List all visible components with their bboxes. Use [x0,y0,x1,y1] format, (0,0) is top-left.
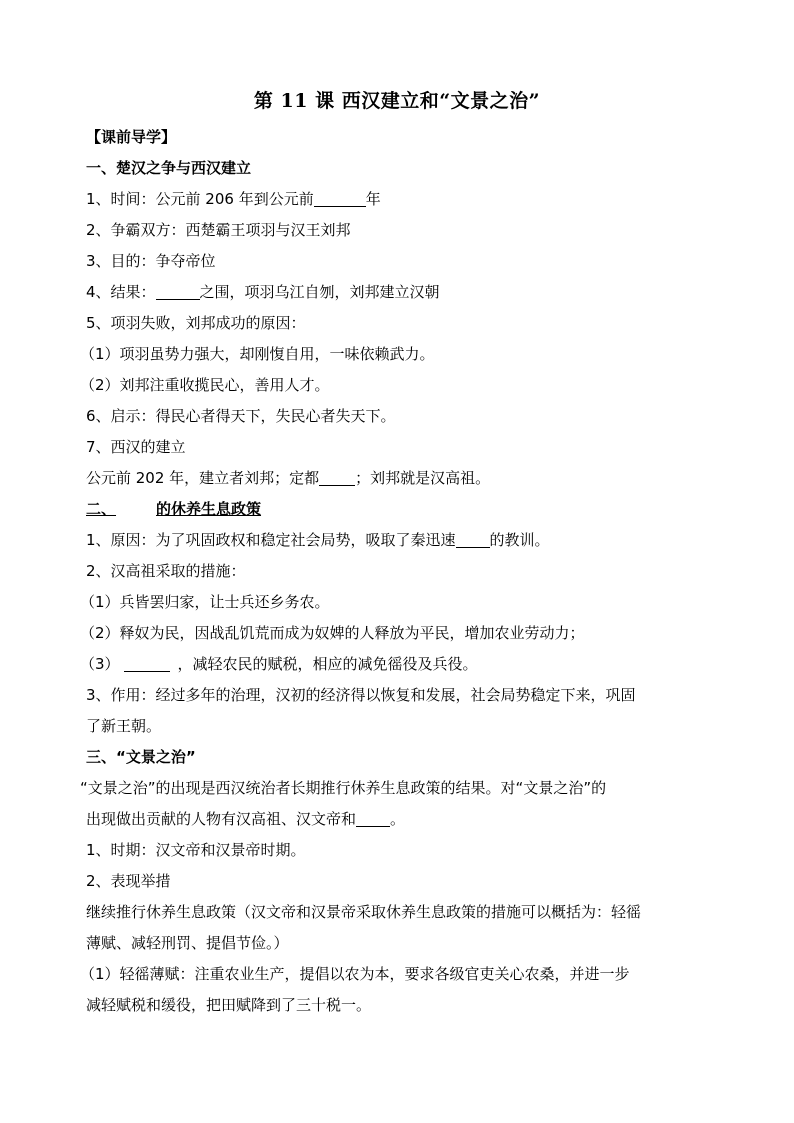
section-3-heading: 三、“文景之治” [86,748,196,766]
s1-line-7-detail: 公元前 202 年，建立者刘邦；定都 ；刘邦就是汉高祖。 [86,469,491,487]
s1-line-4: 4、结果： 之围，项羽乌江自刎，刘邦建立汉朝 [86,283,440,301]
fill-blank[interactable] [156,281,200,300]
fill-blank[interactable] [319,467,355,486]
s3-line-2-para-a: 继续推行休养生息政策（汉文帝和汉景帝采取休养生息政策的措施可以概括为：轻徭 [86,903,642,921]
s3-line-2-1a: （1）轻徭薄赋：注重农业生产，提倡以农为本，要求各级官吏关心农桑，并进一步 [80,965,630,983]
s3-line-2: 2、表现举措 [86,872,171,890]
s2-line-2-3: （3） ，减轻农民的赋税，相应的减免徭役及兵役。 [80,655,478,673]
s2-line-1: 1、原因：为了巩固政权和稳定社会局势，吸取了秦迅速 的教训。 [86,531,550,549]
guide-heading: 【课前导学】 [86,128,177,146]
s1-line-6: 6、启示：得民心者得天下，失民心者失天下。 [86,407,396,425]
fill-blank[interactable] [124,653,170,672]
s1-line-7: 7、西汉的建立 [86,438,186,456]
s3-line-1: 1、时期：汉文帝和汉景帝时期。 [86,841,306,859]
s3-intro-b: 出现做出贡献的人物有汉高祖、汉文帝和 。 [86,810,406,828]
s2-line-2-1: （1）兵皆罢归家，让士兵还乡务农。 [80,593,330,611]
section-1-heading: 一、楚汉之争与西汉建立 [86,159,252,177]
s3-intro-a: “文景之治”的出现是西汉统治者长期推行休养生息政策的结果。对“文景之治”的 [80,779,607,797]
s1-line-5-1: （1）项羽虽势力强大，却刚愎自用，一味依赖武力。 [80,345,435,363]
s2-line-3b: 了新王朝。 [86,717,162,735]
s2-line-3a: 3、作用：经过多年的治理，汉初的经济得以恢复和发展，社会局势稳定下来，巩固 [86,686,636,704]
s1-line-3: 3、目的：争夺帝位 [86,252,216,270]
s1-line-2: 2、争霸双方：西楚霸王项羽与汉王刘邦 [86,221,351,239]
s2-line-2-2: （2）释奴为民，因战乱饥荒而成为奴婢的人释放为平民，增加农业劳动力； [80,624,585,642]
lesson-title: 第 11 课 西汉建立和“文景之治” [253,90,541,112]
s3-line-2-1b: 减轻赋税和缓役，把田赋降到了三十税一。 [86,996,372,1014]
s1-line-5: 5、项羽失败，刘邦成功的原因： [86,314,306,332]
fill-blank[interactable] [356,808,390,827]
section-2-heading: 二、 的休养生息政策 [86,500,262,518]
fill-blank[interactable] [456,529,490,548]
content-body [80,122,716,1021]
s1-line-5-2: （2）刘邦注重收揽民心，善用人才。 [80,376,330,394]
s3-line-2-para-b: 薄赋、减轻刑罚、提倡节俭。） [86,934,289,952]
s2-line-2: 2、汉高祖采取的措施： [86,562,246,580]
s1-line-1: 1、时间：公元前 206 年到公元前 年 [86,190,381,208]
fill-blank[interactable] [314,188,366,207]
